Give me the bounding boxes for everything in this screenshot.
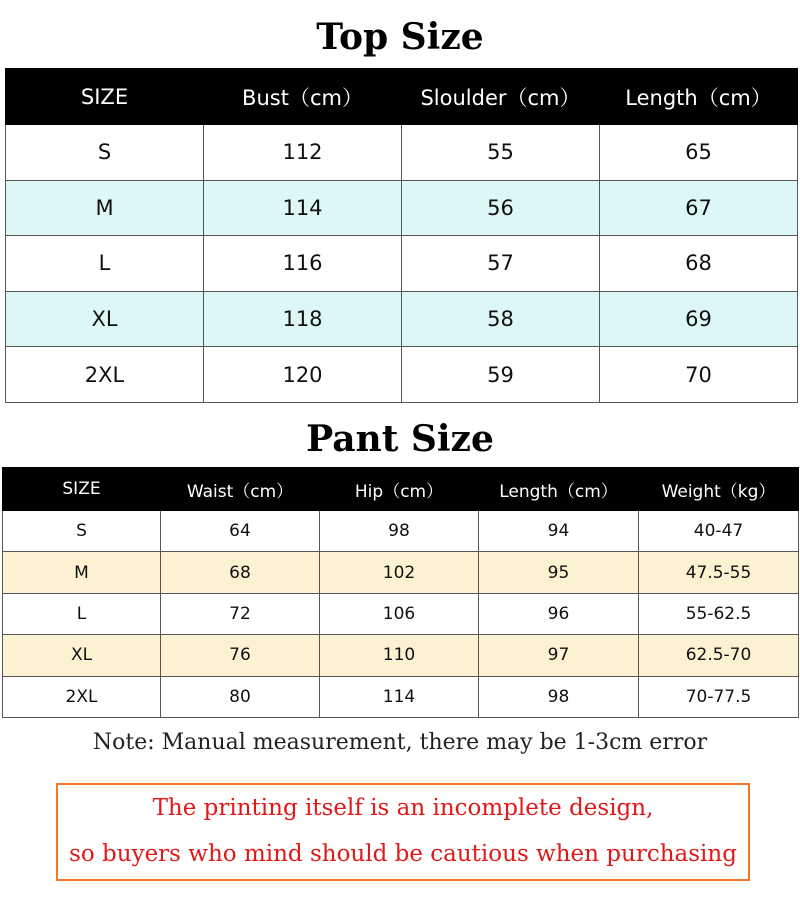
top-header-length: Length（cm）	[600, 69, 798, 125]
shoulder-cell: 59	[402, 347, 600, 403]
hip-cell: 110	[320, 635, 479, 676]
waist-cell: 80	[161, 676, 320, 717]
size-cell: S	[3, 511, 161, 552]
waist-cell: 72	[161, 593, 320, 634]
shoulder-cell: 55	[402, 125, 600, 181]
size-cell: S	[6, 125, 204, 181]
shoulder-cell: 57	[402, 236, 600, 292]
pant-header-length: Length（cm）	[479, 468, 639, 511]
pant-size-title: Pant Size	[306, 418, 494, 460]
top-header-size: SIZE	[6, 69, 204, 125]
table-row	[3, 511, 799, 552]
table-row	[3, 635, 799, 676]
warning-line-2: so buyers who mind should be cautious when purchasing	[69, 841, 737, 867]
length-cell: 70	[600, 347, 798, 403]
pant-header-hip: Hip（cm）	[320, 468, 479, 511]
warning-box	[56, 783, 750, 881]
weight-cell: 47.5-55	[639, 552, 799, 593]
waist-cell: 64	[161, 511, 320, 552]
size-cell: 2XL	[6, 347, 204, 403]
warning-line-1: The printing itself is an incomplete design,	[152, 795, 654, 821]
table-row	[6, 291, 798, 347]
top-size-title: Top Size	[316, 16, 484, 58]
weight-cell: 70-77.5	[639, 676, 799, 717]
pant-size-table	[2, 467, 799, 718]
top-size-header-row	[6, 69, 798, 125]
waist-cell: 68	[161, 552, 320, 593]
table-row	[3, 676, 799, 717]
measurement-note: Note: Manual measurement, there may be 1-3cm error	[92, 730, 708, 755]
length-cell: 94	[479, 511, 639, 552]
hip-cell: 102	[320, 552, 479, 593]
size-cell: 2XL	[3, 676, 161, 717]
length-cell: 95	[479, 552, 639, 593]
waist-cell: 76	[161, 635, 320, 676]
table-row	[6, 347, 798, 403]
length-cell: 68	[600, 236, 798, 292]
weight-cell: 62.5-70	[639, 635, 799, 676]
size-cell: M	[3, 552, 161, 593]
bust-cell: 112	[204, 125, 402, 181]
size-cell: XL	[6, 291, 204, 347]
hip-cell: 106	[320, 593, 479, 634]
table-row	[6, 180, 798, 236]
weight-cell: 40-47	[639, 511, 799, 552]
size-cell: L	[6, 236, 204, 292]
length-cell: 96	[479, 593, 639, 634]
shoulder-cell: 58	[402, 291, 600, 347]
bust-cell: 118	[204, 291, 402, 347]
top-size-table	[5, 68, 798, 403]
size-cell: M	[6, 180, 204, 236]
length-cell: 97	[479, 635, 639, 676]
top-header-bust: Bust（cm）	[204, 69, 402, 125]
pant-header-weight: Weight（kg）	[639, 468, 799, 511]
size-cell: XL	[3, 635, 161, 676]
length-cell: 67	[600, 180, 798, 236]
table-row	[3, 552, 799, 593]
table-row	[6, 125, 798, 181]
table-row	[6, 236, 798, 292]
shoulder-cell: 56	[402, 180, 600, 236]
length-cell: 69	[600, 291, 798, 347]
table-row	[3, 593, 799, 634]
length-cell: 98	[479, 676, 639, 717]
pant-size-header-row	[3, 468, 799, 511]
size-cell: L	[3, 593, 161, 634]
bust-cell: 116	[204, 236, 402, 292]
bust-cell: 114	[204, 180, 402, 236]
hip-cell: 114	[320, 676, 479, 717]
length-cell: 65	[600, 125, 798, 181]
pant-header-waist: Waist（cm）	[161, 468, 320, 511]
top-header-shoulder: Sloulder（cm）	[402, 69, 600, 125]
hip-cell: 98	[320, 511, 479, 552]
weight-cell: 55-62.5	[639, 593, 799, 634]
pant-header-size: SIZE	[3, 468, 161, 511]
bust-cell: 120	[204, 347, 402, 403]
